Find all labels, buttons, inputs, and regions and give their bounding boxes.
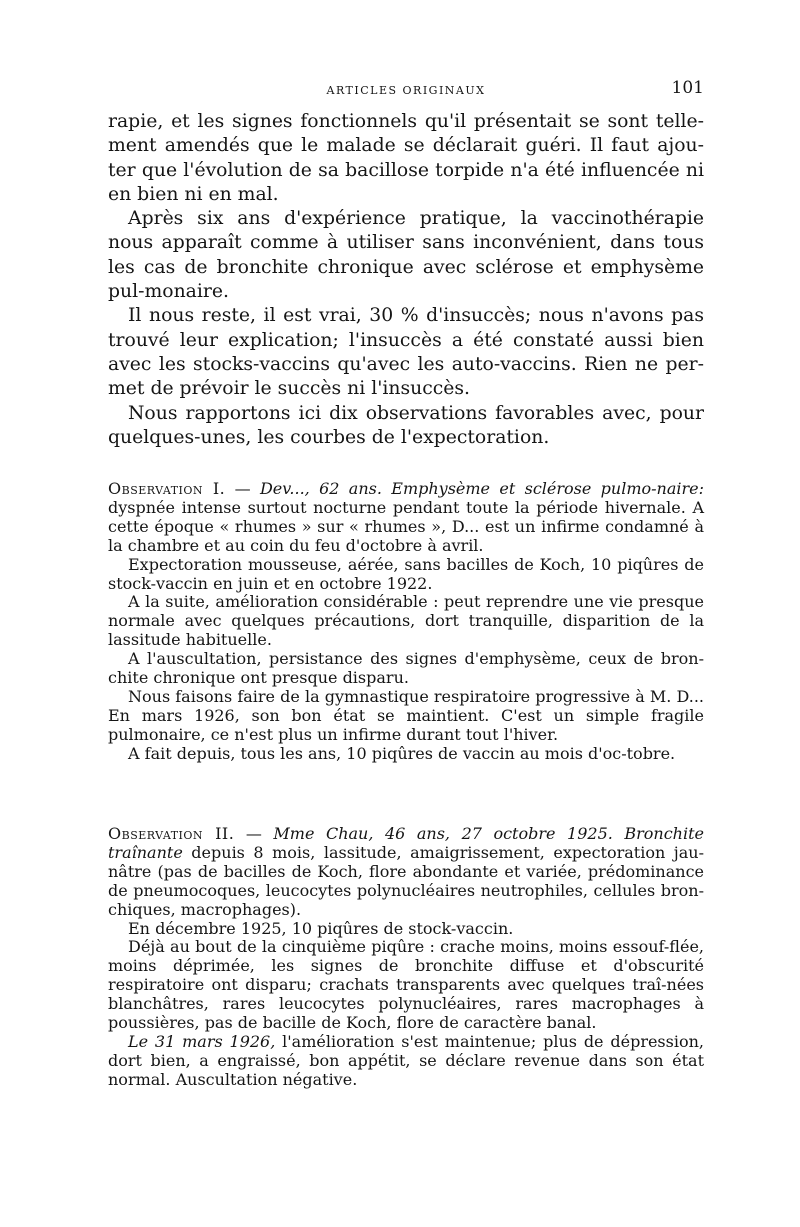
observation-1 [108,480,704,764]
observation-paragraph: A la suite, amélioration considérable : peut reprendre une vie presque normale avec quelques précautions, dort tranquille, disparition de la lassitude habituelle. [108,592,704,650]
observation-label: Observation I. [108,479,226,498]
observation-dash: — [234,824,274,843]
observation-paragraph: En décembre 1925, 10 piqûres de stock-vaccin. [128,918,514,938]
observation-intro [108,480,704,556]
observation-paragraph: A l'auscultation, persistance des signes d'emphysème, ceux de bron-chite chronique ont presque disparu. [108,649,704,688]
running-head: ARTICLES ORIGINAUX [326,84,486,97]
observation-text: dyspnée intense surtout nocturne pendant toute la période hivernale. A cette époque « rhumes » sur « rhumes », D... est un infirme condamné à la chambre et au coin du feu d'octobre à avril. [108,497,704,555]
observation-date: Le 31 mars 1926, [128,1031,276,1051]
observation-text: l'amélioration s'est maintenue; plus de dépression, dort bien, a engraissé, bon appétit, se déclare revenue dans son état normal. Auscultation négative. [108,1031,704,1089]
body-paragraph: Nous rapportons ici dix observations favorables avec, pour quelques-unes, les courbes de l'expectoration. [108,402,704,448]
body-text [108,110,704,450]
observation-dash: — [225,479,260,498]
observation-2 [108,825,704,1090]
observation-intro [108,825,704,920]
observation-paragraph: Nous faisons faire de la gymnastique respiratoire progressive à M. D... En mars 1926, son bon état se maintient. C'est un simple fragile pulmonaire, ce n'est plus un infirme durant tout l'hiver. [108,686,704,744]
observation-text: depuis 8 mois, lassitude, amaigrissement, expectoration jau-nâtre (pas de bacilles de Koch, flore abondante et variée, prédominance de pneumocoques, leucocytes polynucléaires neutrophiles, cellules bron-chiques, macrophages). [108,842,704,919]
body-paragraph: Il nous reste, il est vrai, 30 % d'insuccès; nous n'avons pas trouvé leur explication; l'insuccès a été constaté aussi bien avec les stocks-vaccins qu'avec les auto-vaccins. Rien ne per-met de prévoir le succès ni l'insuccès. [108,305,704,400]
observation-label: Observation II. [108,824,235,843]
observation-paragraph: Expectoration mousseuse, aérée, sans bacilles de Koch, 10 piqûres de stock-vaccin en juin et en octobre 1922. [108,554,704,593]
observation-paragraph: Déjà au bout de la cinquième piqûre : crache moins, moins essouf-flée, moins déprimée, les signes de bronchite diffuse et d'obscurité respiratoire ont disparu; crachats transparents avec quelques traî-nées blanchâtres, rares leucocytes polynucléaires, rares macrophages à poussières, pas de bacille de Koch, flore de caractère banal. [108,937,704,1033]
observation-paragraph: A fait depuis, tous les ans, 10 piqûres de vaccin au mois d'oc-tobre. [128,743,676,763]
body-paragraph: rapie, et les signes fonctionnels qu'il présentait se sont telle-ment amendés que le malade se déclarait guéri. Il faut ajou-ter que l'évolution de sa bacillose torpide n'a été influencée ni en bien ni en mal. [108,111,704,205]
observation-title: Dev..., 62 ans. Emphysème et sclérose pulmo-naire: [259,479,705,498]
page-number: 101 [671,78,704,98]
observation-paragraph [108,1033,704,1090]
page-header [108,78,704,102]
body-paragraph: Après six ans d'expérience pratique, la vaccinothérapie nous apparaît comme à utiliser sans inconvénient, dans tous les cas de bronchite chronique avec sclérose et emphysème pul-monaire. [108,208,704,303]
observation-title: Mme Chau, 46 ans, 27 octobre 1925. Bronchite traînante [108,824,705,862]
